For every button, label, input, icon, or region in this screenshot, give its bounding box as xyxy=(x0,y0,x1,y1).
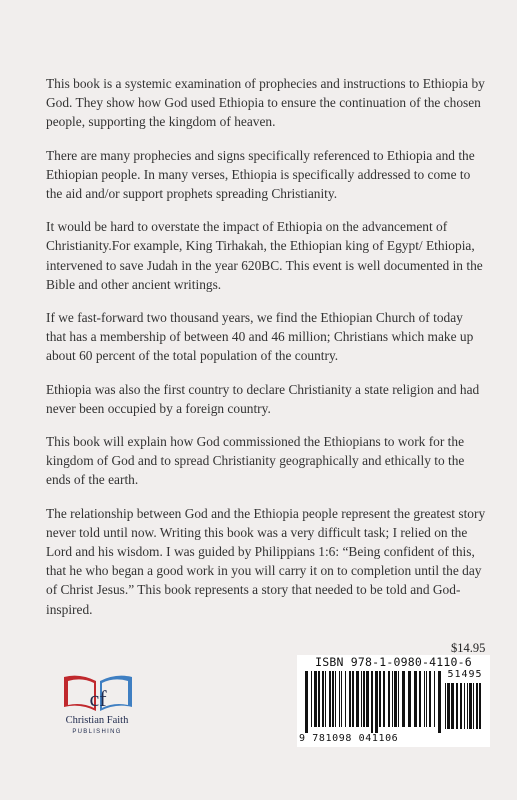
barcode-bar xyxy=(476,683,478,729)
barcode-bar xyxy=(366,671,369,727)
publisher-name: Christian Faith xyxy=(65,715,129,726)
barcode-bar xyxy=(352,671,354,727)
barcode-bar xyxy=(438,671,441,733)
barcode-bar xyxy=(469,683,472,729)
addon-digits: 51495 xyxy=(447,669,483,680)
barcode-bar xyxy=(479,683,481,729)
barcode-bar xyxy=(445,683,446,729)
barcode-bar xyxy=(408,671,411,727)
barcode-bar xyxy=(447,683,450,729)
barcode-bar xyxy=(361,671,362,727)
price-label: $14.95 xyxy=(451,641,486,655)
barcode-bar xyxy=(363,671,365,727)
logo-letters: cf xyxy=(89,686,107,711)
addon-barcode-bars xyxy=(445,683,485,735)
blurb-paragraph-7: The relationship between God and the Ethiopia people represent the greatest story never told until now. Writing this book was a very difficult task; I relied on the Lord and his wisdom. I was guided by Philippians 1:6: “Being confident of this, that he who began a good work in you will carry it on to completion until the day of Christ Jesus.” This book represents a story that needed to be told and God-inspired. xyxy=(46,505,486,617)
barcode-bar xyxy=(345,671,346,727)
barcode-bar xyxy=(451,683,454,729)
barcode-bar xyxy=(371,671,373,733)
isbn-text: ISBN 978-1-0980-4110-6 xyxy=(315,655,472,669)
barcode-bar xyxy=(318,671,320,727)
barcode-bar xyxy=(434,671,435,727)
barcode-bar xyxy=(325,671,326,727)
ean-barcode-bars xyxy=(305,671,441,733)
barcode-bar xyxy=(335,671,336,727)
ean-digits: 9 781098 041106 xyxy=(299,733,399,744)
blurb-paragraph-4: If we fast-forward two thousand years, we find the Ethiopian Church of today that has a membership of between 40 and 46 million; Christians which make up about 60 percent of the total population of the country. xyxy=(46,310,474,364)
barcode-bar xyxy=(383,671,385,727)
barcode-bar xyxy=(314,671,317,727)
barcode-bar xyxy=(392,671,393,727)
barcode-bar xyxy=(339,671,340,727)
barcode-bar xyxy=(375,671,378,733)
barcode-bar xyxy=(379,671,381,727)
barcode-bar xyxy=(349,671,351,727)
barcode-bar xyxy=(414,671,417,727)
barcode-bar xyxy=(356,671,359,727)
barcode-bar xyxy=(311,671,312,727)
blurb-paragraph-5: Ethiopia was also the first country to declare Christianity a state religion and had never been occupied by a foreign country. xyxy=(46,381,480,416)
barcode-bar xyxy=(322,671,324,727)
barcode-bar xyxy=(305,671,308,733)
barcode-bar xyxy=(424,671,425,727)
blurb-text xyxy=(46,74,486,633)
blurb-paragraph-2: There are many prophecies and signs specifically referenced to Ethiopia and the Ethiopian people. In many verses, Ethiopia is specifically addressed to come to the aid and/or support prophets spreading Christianity. xyxy=(46,147,475,202)
barcode-bar xyxy=(402,671,405,727)
publisher-subtitle: PUBLISHING xyxy=(72,729,122,735)
barcode-bar xyxy=(329,671,331,727)
barcode-bar xyxy=(456,683,458,729)
blurb-paragraph-6: This book will explain how God commissioned the Ethiopians to work for the kingdom of God and to spread Christianity geographically and ethically to the ends of the earth. xyxy=(46,434,465,488)
isbn-barcode xyxy=(297,655,490,747)
barcode-bar xyxy=(398,671,399,727)
blurb-paragraph-1: This book is a systemic examination of prophecies and instructions to Ethiopia by God. They show how God used Ethiopia to ensure the continuation of the chosen people, supporting the kingdom of heaven. xyxy=(46,76,485,130)
barcode-bar xyxy=(464,683,465,729)
barcode-bar xyxy=(473,683,474,729)
barcode-bar xyxy=(388,671,390,727)
barcode-bar xyxy=(426,671,427,727)
barcode-bar xyxy=(332,671,334,727)
barcode-bar xyxy=(467,683,468,729)
blurb-paragraph-3: It would be hard to overstate the impact of Ethiopia on the advancement of Christianity.For example, King Tirhakah, the Ethiopian king of Egypt/ Ethiopia, intervened to save Judah in the year 620BC. This event is well documented in the Bible and other ancient writings. xyxy=(46,219,483,292)
barcode-bar xyxy=(419,671,421,727)
barcode-bar xyxy=(341,671,342,727)
barcode-bar xyxy=(394,671,397,727)
barcode-bar xyxy=(460,683,462,729)
barcode-bar xyxy=(429,671,431,727)
